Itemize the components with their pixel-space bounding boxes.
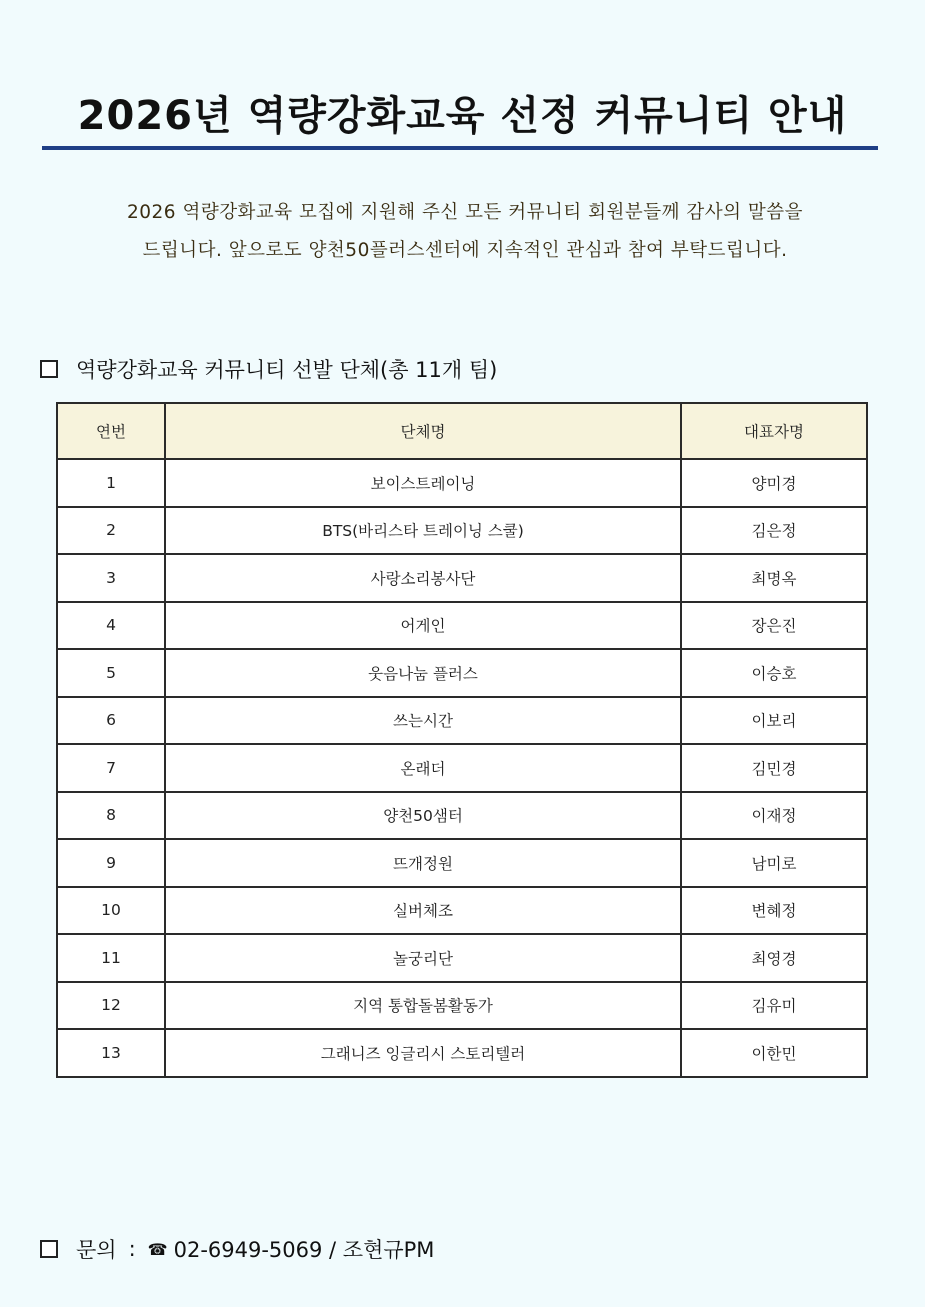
- table-row: [57, 554, 867, 602]
- table-row: [57, 649, 867, 697]
- cell-representative: 김은정: [681, 507, 867, 555]
- cell-representative: 이승호: [681, 649, 867, 697]
- cell-representative: 변혜정: [681, 887, 867, 935]
- cell-number: 1: [57, 459, 165, 507]
- title-divider: [42, 146, 878, 150]
- contact-colon: :: [128, 1237, 136, 1261]
- cell-group-name: 실버체조: [165, 887, 681, 935]
- cell-group-name: 양천50샘터: [165, 792, 681, 840]
- table-row: [57, 744, 867, 792]
- header-number: 연번: [57, 403, 165, 459]
- page-title: 2026년 역량강화교육 선정 커뮤니티 안내: [77, 93, 848, 139]
- cell-group-name: 쓰는시간: [165, 697, 681, 745]
- table-row: [57, 602, 867, 650]
- cell-number: 4: [57, 602, 165, 650]
- table-header-row: [57, 403, 867, 459]
- cell-number: 12: [57, 982, 165, 1030]
- header-group-name: 단체명: [165, 403, 681, 459]
- cell-representative: 최명옥: [681, 554, 867, 602]
- cell-group-name: 웃음나눔 플러스: [165, 649, 681, 697]
- cell-number: 9: [57, 839, 165, 887]
- checkbox-icon: [40, 1240, 58, 1258]
- contact-text: 02-6949-5069 / 조현규PM: [173, 1238, 435, 1262]
- table-row: [57, 982, 867, 1030]
- cell-group-name: 어게인: [165, 602, 681, 650]
- cell-number: 7: [57, 744, 165, 792]
- cell-group-name: BTS(바리스타 트레이닝 스쿨): [165, 507, 681, 555]
- cell-representative: 이보리: [681, 697, 867, 745]
- cell-number: 13: [57, 1029, 165, 1077]
- cell-representative: 장은진: [681, 602, 867, 650]
- section-heading: [40, 354, 497, 384]
- header-representative: 대표자명: [681, 403, 867, 459]
- cell-group-name: 놀궁리단: [165, 934, 681, 982]
- phone-icon: ☎: [147, 1239, 168, 1259]
- section-heading-text: 역량강화교육 커뮤니티 선발 단체(총 11개 팀): [76, 358, 498, 382]
- table-row: [57, 507, 867, 555]
- table-row: [57, 792, 867, 840]
- intro-line-1: 2026 역량강화교육 모집에 지원해 주신 모든 커뮤니티 회원분들께 감사의 말씀을: [126, 202, 803, 223]
- intro-line-2: 드립니다. 앞으로도 양천50플러스센터에 지속적인 관심과 참여 부탁드립니다.: [142, 240, 788, 261]
- table-row: [57, 887, 867, 935]
- table-row: [57, 839, 867, 887]
- cell-representative: 이재정: [681, 792, 867, 840]
- cell-representative: 남미로: [681, 839, 867, 887]
- table-row: [57, 934, 867, 982]
- cell-representative: 양미경: [681, 459, 867, 507]
- cell-group-name: 그래니즈 잉글리시 스토리텔러: [165, 1029, 681, 1077]
- community-table-container: [56, 402, 866, 1078]
- cell-number: 10: [57, 887, 165, 935]
- table-row: [57, 697, 867, 745]
- cell-group-name: 보이스트레이닝: [165, 459, 681, 507]
- cell-representative: 최영경: [681, 934, 867, 982]
- cell-representative: 이한민: [681, 1029, 867, 1077]
- cell-number: 11: [57, 934, 165, 982]
- contact-line: [40, 1234, 434, 1264]
- checkbox-icon: [40, 360, 58, 378]
- intro-paragraph: [70, 194, 860, 270]
- cell-number: 2: [57, 507, 165, 555]
- community-table: [56, 402, 868, 1078]
- cell-group-name: 지역 통합돌봄활동가: [165, 982, 681, 1030]
- cell-representative: 김유미: [681, 982, 867, 1030]
- contact-label: 문의: [76, 1238, 117, 1262]
- table-row: [57, 459, 867, 507]
- cell-group-name: 온래더: [165, 744, 681, 792]
- cell-number: 8: [57, 792, 165, 840]
- cell-group-name: 뜨개정원: [165, 839, 681, 887]
- cell-representative: 김민경: [681, 744, 867, 792]
- table-row: [57, 1029, 867, 1077]
- cell-number: 5: [57, 649, 165, 697]
- cell-number: 3: [57, 554, 165, 602]
- cell-number: 6: [57, 697, 165, 745]
- cell-group-name: 사랑소리봉사단: [165, 554, 681, 602]
